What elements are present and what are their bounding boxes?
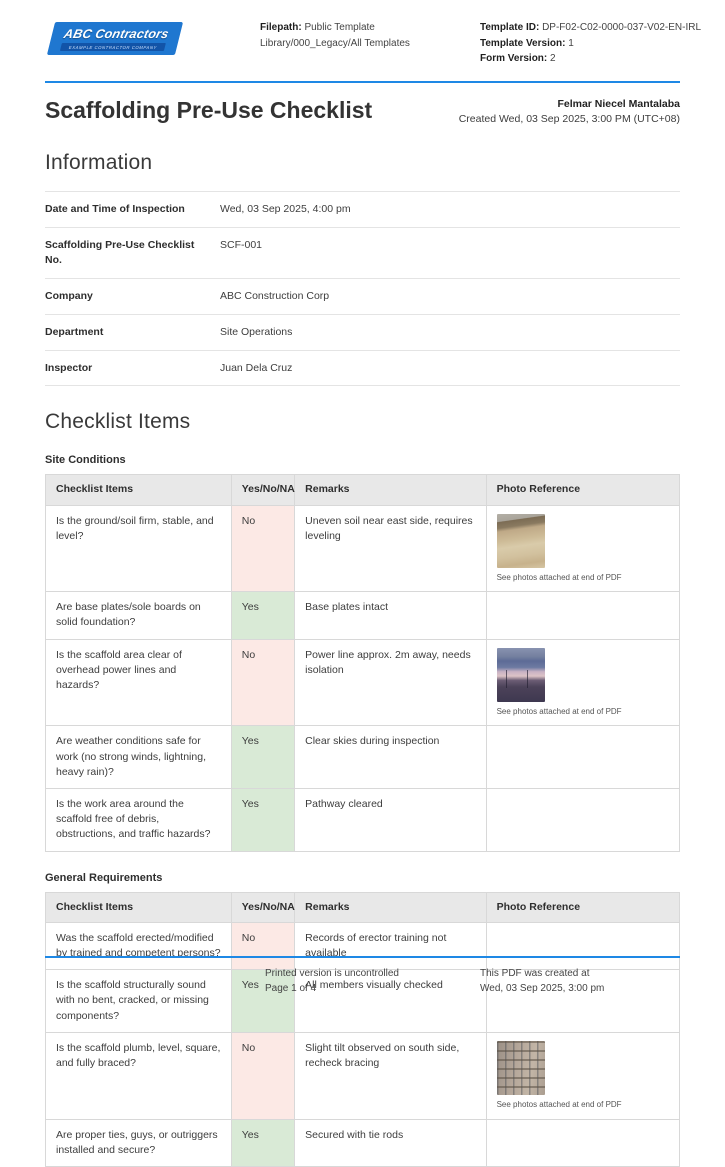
- checklist-item-text: Is the scaffold plumb, level, square, and fully braced?: [46, 1032, 232, 1119]
- footer-divider: [45, 956, 680, 958]
- photo-caption: See photos attached at end of PDF: [496, 1099, 622, 1109]
- template-id-label: Template ID:: [480, 22, 540, 33]
- general-requirements-table: [45, 892, 680, 1167]
- footer-uncontrolled-note: Printed version is uncontrolled: [265, 968, 399, 979]
- info-label: Department: [45, 325, 104, 338]
- photo-thumbnail-uneven-soil: [497, 514, 545, 568]
- template-version-label: Template Version:: [480, 37, 566, 49]
- template-id-line: [480, 20, 701, 36]
- created-timestamp: Created Wed, 03 Sep 2025, 3:00 PM (UTC+08): [458, 112, 680, 125]
- checklist-item-text: Is the work area around the scaffold free of debris, obstructions, and traffic hazards?: [46, 788, 232, 851]
- checklist-item-text: Are weather conditions safe for work (no strong winds, lightning, heavy rain)?: [46, 726, 232, 789]
- answer-cell: Yes: [231, 592, 294, 639]
- checklist-heading: Checklist Items: [45, 410, 191, 434]
- info-value: SCF-001: [220, 238, 263, 251]
- logo-area: [45, 20, 260, 55]
- info-row-inspector: [45, 351, 680, 387]
- answer-cell: No: [231, 505, 294, 592]
- info-row-checklist-no: [45, 228, 680, 280]
- col-header-remarks: Remarks: [295, 892, 486, 922]
- info-value: ABC Construction Corp: [220, 290, 330, 303]
- footer-right-block: [480, 966, 680, 996]
- footer-created-date: Wed, 03 Sep 2025, 3:00 pm: [480, 983, 605, 994]
- answer-cell: Yes: [231, 970, 294, 1033]
- photo-thumbnail-power-lines: [497, 648, 545, 702]
- header-divider: [45, 81, 680, 83]
- footer-page-number: Page 1 of 4: [265, 983, 317, 994]
- info-value: Juan Dela Cruz: [220, 361, 293, 374]
- remarks-cell: All members visually checked: [295, 970, 486, 1033]
- answer-cell: Yes: [231, 1119, 294, 1166]
- footer-left-block: [265, 966, 480, 996]
- remarks-cell: Base plates intact: [295, 592, 486, 639]
- author-name: Felmar Niecel Mantalaba: [557, 97, 680, 110]
- answer-cell: Yes: [231, 788, 294, 851]
- subsection-title-general-requirements: General Requirements: [45, 871, 163, 884]
- form-version-value: 2: [550, 53, 556, 64]
- table-row: [46, 1032, 680, 1119]
- info-row-date: [45, 191, 680, 228]
- template-meta-block: [480, 20, 701, 67]
- col-header-item: Checklist Items: [46, 892, 232, 922]
- col-header-answer: Yes/No/NA: [231, 475, 294, 505]
- info-row-department: [45, 315, 680, 351]
- table-row: [46, 788, 680, 851]
- answer-cell: Yes: [231, 726, 294, 789]
- photo-cell: [486, 788, 679, 851]
- table-header-row: [46, 475, 680, 505]
- filepath-label: Filepath:: [260, 22, 302, 33]
- filepath-value: Public Template Library/000_Legacy/All Templates: [260, 22, 410, 49]
- subsection-title-site-conditions: Site Conditions: [45, 454, 126, 467]
- footer-columns: [45, 966, 680, 996]
- form-version-line: [480, 51, 701, 67]
- photo-caption: See photos attached at end of PDF: [496, 706, 622, 716]
- info-label: Scaffolding Pre-Use Checklist No.: [45, 238, 195, 267]
- table-header-row: [46, 892, 680, 922]
- answer-cell: No: [231, 922, 294, 969]
- title-row: [45, 97, 680, 127]
- photo-cell: [486, 592, 679, 639]
- template-id-value: DP-F02-C02-0000-037-V02-EN-IRL: [542, 22, 702, 33]
- site-conditions-table: [45, 474, 680, 851]
- checklist-item-text: Is the scaffold structurally sound with no bent, cracked, or missing components?: [46, 970, 232, 1033]
- logo-company-name: ABC Contractors: [62, 27, 171, 41]
- remarks-cell: Slight tilt observed on south side, recheck bracing: [295, 1032, 486, 1119]
- table-row: [46, 639, 680, 726]
- info-label: Date and Time of Inspection: [45, 202, 185, 215]
- template-version-line: [480, 36, 701, 52]
- checklist-item-text: Are proper ties, guys, or outriggers installed and secure?: [46, 1119, 232, 1166]
- info-row-company: [45, 279, 680, 315]
- template-version-value: 1: [568, 37, 574, 49]
- info-value: Wed, 03 Sep 2025, 4:00 pm: [220, 202, 351, 215]
- document-header: [45, 20, 702, 67]
- information-heading: Information: [45, 150, 153, 174]
- remarks-cell: Secured with tie rods: [295, 1119, 486, 1166]
- author-block: [459, 97, 680, 127]
- checklist-item-text: Was the scaffold erected/modified by trained and competent persons?: [46, 922, 232, 969]
- photo-cell: [486, 1032, 679, 1119]
- table-row: [46, 726, 680, 789]
- col-header-photo: Photo Reference: [486, 892, 679, 922]
- answer-cell: No: [231, 1032, 294, 1119]
- remarks-cell: Pathway cleared: [295, 788, 486, 851]
- remarks-cell: Power line approx. 2m away, needs isolation: [295, 639, 486, 726]
- info-value: Site Operations: [220, 325, 293, 338]
- remarks-cell: Uneven soil near east side, requires leveling: [295, 505, 486, 592]
- photo-caption: See photos attached at end of PDF: [496, 572, 622, 582]
- photo-thumbnail-scaffolding: [497, 1041, 545, 1095]
- remarks-cell: Clear skies during inspection: [295, 726, 486, 789]
- checklist-item-text: Is the scaffold area clear of overhead power lines and hazards?: [46, 639, 232, 726]
- information-table: [45, 191, 680, 387]
- table-row: [46, 1119, 680, 1166]
- answer-cell: No: [231, 639, 294, 726]
- checklist-item-text: Is the ground/soil firm, stable, and level?: [46, 505, 232, 592]
- photo-cell: [486, 505, 679, 592]
- table-row: [46, 505, 680, 592]
- company-logo: [47, 22, 184, 55]
- form-version-label: Form Version:: [480, 53, 548, 64]
- info-label: Company: [45, 290, 93, 303]
- photo-cell: [486, 1119, 679, 1166]
- col-header-answer: Yes/No/NA: [231, 892, 294, 922]
- col-header-remarks: Remarks: [295, 475, 486, 505]
- photo-cell: [486, 639, 679, 726]
- checklist-item-text: Are base plates/sole boards on solid foundation?: [46, 592, 232, 639]
- logo-tagline: EXAMPLE CONTRACTOR COMPANY: [60, 43, 166, 51]
- col-header-item: Checklist Items: [46, 475, 232, 505]
- document-footer: [45, 956, 680, 996]
- info-label: Inspector: [45, 361, 93, 374]
- photo-cell: [486, 726, 679, 789]
- filepath-block: [260, 20, 480, 51]
- footer-spacer: [45, 966, 265, 996]
- col-header-photo: Photo Reference: [486, 475, 679, 505]
- remarks-cell: Records of erector training not available: [295, 922, 486, 969]
- table-row: [46, 592, 680, 639]
- page-title: Scaffolding Pre-Use Checklist: [45, 96, 373, 123]
- footer-created-label: This PDF was created at: [480, 968, 590, 979]
